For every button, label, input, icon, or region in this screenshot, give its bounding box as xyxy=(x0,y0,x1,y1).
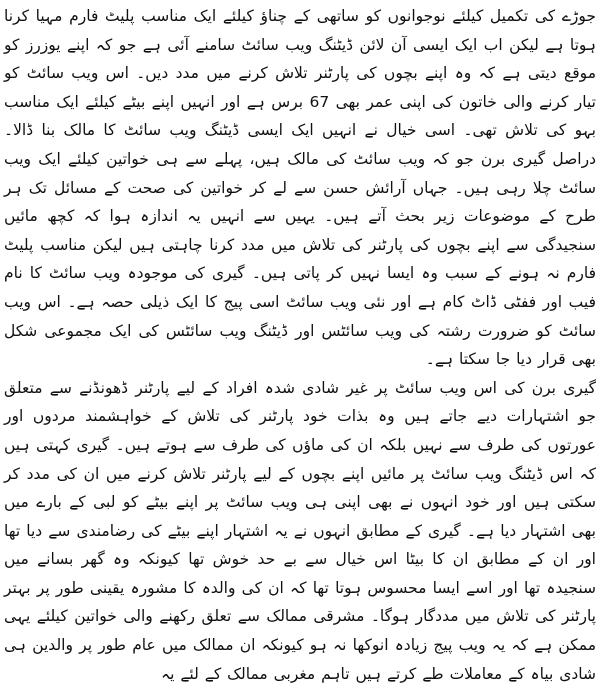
article-paragraph-2: گیری برن کی اس ویب سائٹ پر غیر شادی شدہ افراد کے لیے پارٹنر ڈھونڈنے سے متعلق جو اشتہارات دیے جاتے ہیں وہ بذات خود پارٹنر کی تلاش کے خواہشمند مردوں اور عورتوں کی طرف سے نہیں بلکہ ان کی ماؤں کی طرف سے ہوتے ہیں۔ گیری کہتی ہیں کہ اس ڈیٹنگ ویب سائٹ پر مائیں اپنے بچوں کے لیے پارٹنر تلاش کرنے میں ان کی مدد کر سکتی ہیں اور خود انہوں نے بھی اپنی ہی ویب سائٹ پر اپنے بیٹے کو لبی کے بارے میں بھی اشتہار دیا ہے۔ گیری کے مطابق انہوں نے یہ اشتہار اپنے بیٹے کی رضامندی سے دیا تھا اور ان کے مطابق ان کا بیٹا اس خیال سے بے حد خوش تھا کیونکہ وہ گھر بسانے میں سنجیدہ تھا اور اسے ایسا محسوس ہوتا تھا کہ ان کی والدہ کا مشورہ یقینی طور پر بہتر پارٹنر کی تلاش میں مددگار ہوگا۔ مشرقی ممالک سے تعلق رکھنے والی خواتین کیلئے یہی ممکن ہے کہ یہ ویب پیج زیادہ انوکھا نہ ہو کیونکہ ان ممالک میں عام طور پر والدین ہی شادی بیاہ کے معاملات طے کرتے ہیں تاہم مغربی ممالک کے لئے یہ xyxy=(4,378,596,683)
article-paragraph-1: جوڑے کی تکمیل کیلئے نوجوانوں کو ساتھی کے چناؤ کیلئے ایک مناسب پلیٹ فارم مہیا کرنا ہوتا ہے لیکن اب ایک ایسی آن لائن ڈیٹنگ ویب سائٹ سامنے آئی ہے جو کہ اپنے یوزرز کو موقع دیتی ہے کہ وہ اپنے بچوں کی پارٹنر تلاش کرنے میں مدد دیں۔ اس ویب سائٹ کو تیار کرنے والی خاتون کی اپنی عمر بھی 67 برس ہے اور انہیں اپنے بیٹے کیلئے ایک مناسب بہو کی تلاش تھی۔ اسی خیال نے انہیں ایک ایسی ڈیٹنگ ویب سائٹ کا مالک بنا ڈالا۔ دراصل گیری برن جو کہ ویب سائٹ کی مالک ہیں، پہلے سے ہی خواتین کیلئے ایک ویب سائٹ چلا رہی ہیں۔ جہاں آرائش حسن سے لے کر خواتین کی صحت کے مسائل تک ہر طرح کے موضوعات زیر بحث آتے ہیں۔ یہیں سے انہیں یہ اندازہ ہوا کہ کچھ مائیں سنجیدگی سے اپنے بچوں کی پارٹنر کی تلاش میں مدد کرنا چاہتی ہیں لیکن مناسب پلیٹ فارم نہ ہونے کے سبب وہ ایسا نہیں کر پاتی ہیں۔ گیری کی موجودہ ویب سائٹ کا نام فیب اور ففٹی ڈاٹ کام ہے اور نئی ویب سائٹ اسی پیج کا ایک ذیلی حصہ ہے۔ اس ویب سائٹ کو ضرورت رشتہ کی ویب سائٹس اور ڈیٹنگ ویب سائٹس کی ایک مجموعی شکل بھی قرار دیا جا سکتا ہے۔ xyxy=(4,7,596,369)
article-body xyxy=(4,2,596,688)
